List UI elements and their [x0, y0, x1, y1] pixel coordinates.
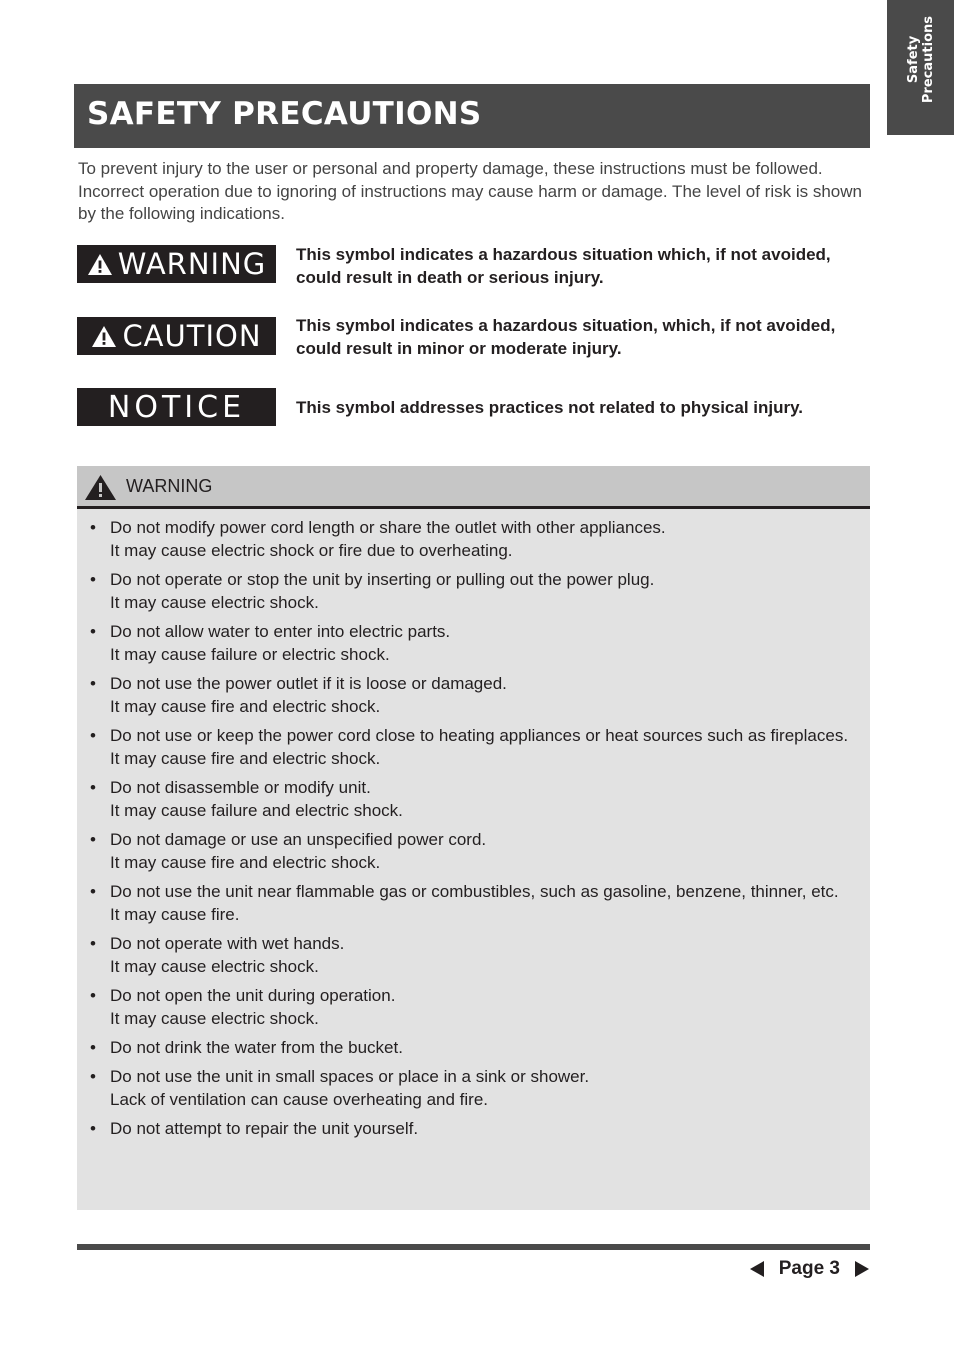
warning-item-instruction: • Do not damage or use an unspecified power cord.: [110, 830, 487, 849]
warning-item-instruction: • Do not attempt to repair the unit yourself.: [110, 1119, 419, 1138]
warning-item-consequence: It may cause failure and electric shock.: [110, 801, 403, 820]
footer-divider: [77, 1244, 870, 1250]
list-item: [77, 724, 870, 770]
warning-item-consequence: It may cause electric shock.: [110, 1009, 319, 1028]
warning-label-text: WARNING: [117, 247, 267, 281]
title-bar: [74, 84, 870, 148]
warning-item-instruction: • Do not modify power cord length or share the outlet with other appliances.: [110, 518, 666, 537]
warning-item-instruction: • Do not use or keep the power cord close to heating appliances or heat sources such as fireplaces.: [110, 726, 849, 745]
warning-item-consequence: It may cause electric shock.: [110, 957, 319, 976]
warning-item-consequence: It may cause fire and electric shock.: [110, 853, 381, 872]
page-title: SAFETY PRECAUTIONS: [87, 96, 482, 132]
list-item: [77, 516, 870, 562]
warning-triangle-icon: [84, 474, 117, 501]
list-item: [77, 984, 870, 1030]
intro-paragraph: To prevent injury to the user or personal and property damage, these instructions must be followed. Incorrect operation due to ignoring of instructions may cause harm or damage. The level of risk is shown by the following indications.: [78, 159, 862, 223]
warning-item-consequence: It may cause fire and electric shock.: [110, 697, 381, 716]
warning-description: This symbol indicates a hazardous situation which, if not avoided, could result in death or serious injury.: [296, 245, 831, 287]
warning-item-instruction: • Do not open the unit during operation.: [110, 986, 396, 1005]
triangle-right-icon[interactable]: [854, 1259, 870, 1279]
warning-panel-header: [77, 466, 870, 509]
list-item: [77, 1036, 870, 1059]
side-tab[interactable]: [887, 0, 954, 135]
caution-label: [77, 317, 276, 355]
warning-item-instruction: • Do not drink the water from the bucket.: [110, 1038, 403, 1057]
warning-item-instruction: • Do not allow water to enter into electric parts.: [110, 622, 451, 641]
warning-item-consequence: It may cause fire and electric shock.: [110, 749, 381, 768]
page-number: Page 3: [778, 1258, 840, 1279]
list-item: [77, 776, 870, 822]
list-item: [77, 672, 870, 718]
warning-panel-title: WARNING: [126, 476, 213, 496]
list-item: [77, 1117, 870, 1140]
list-item: [77, 932, 870, 978]
pagination: [749, 1258, 870, 1280]
warning-triangle-icon: [87, 253, 113, 276]
warning-triangle-icon: [91, 325, 117, 348]
caution-description: This symbol indicates a hazardous situation, which, if not avoided, could result in minor or moderate injury.: [296, 316, 836, 358]
warning-item-instruction: • Do not operate or stop the unit by inserting or pulling out the power plug.: [110, 570, 655, 589]
warning-list: [77, 516, 870, 1146]
notice-label-text: NOTICE: [107, 389, 246, 425]
warning-item-consequence: It may cause fire.: [110, 905, 240, 924]
notice-description: This symbol addresses practices not related to physical injury.: [296, 398, 804, 417]
list-item: [77, 620, 870, 666]
warning-label: [77, 245, 276, 283]
side-tab-label: Safety Precautions: [905, 16, 936, 104]
notice-label: [77, 388, 276, 426]
warning-item-consequence: It may cause electric shock or fire due to overheating.: [110, 541, 513, 560]
warning-item-instruction: • Do not use the unit near flammable gas or combustibles, such as gasoline, benzene, thinner, etc.: [110, 882, 839, 901]
caution-label-text: CAUTION: [122, 319, 262, 353]
warning-panel: [77, 466, 870, 1210]
list-item: [77, 1065, 870, 1111]
warning-item-instruction: • Do not use the power outlet if it is loose or damaged.: [110, 674, 507, 693]
list-item: [77, 880, 870, 926]
list-item: [77, 568, 870, 614]
warning-item-instruction: • Do not disassemble or modify unit.: [110, 778, 371, 797]
warning-item-instruction: • Do not operate with wet hands.: [110, 934, 345, 953]
warning-item-consequence: Lack of ventilation can cause overheating and fire.: [110, 1090, 489, 1109]
list-item: [77, 828, 870, 874]
warning-item-consequence: It may cause electric shock.: [110, 593, 319, 612]
warning-item-consequence: It may cause failure or electric shock.: [110, 645, 390, 664]
warning-item-instruction: • Do not use the unit in small spaces or place in a sink or shower.: [110, 1067, 590, 1086]
triangle-left-icon[interactable]: [749, 1259, 765, 1279]
